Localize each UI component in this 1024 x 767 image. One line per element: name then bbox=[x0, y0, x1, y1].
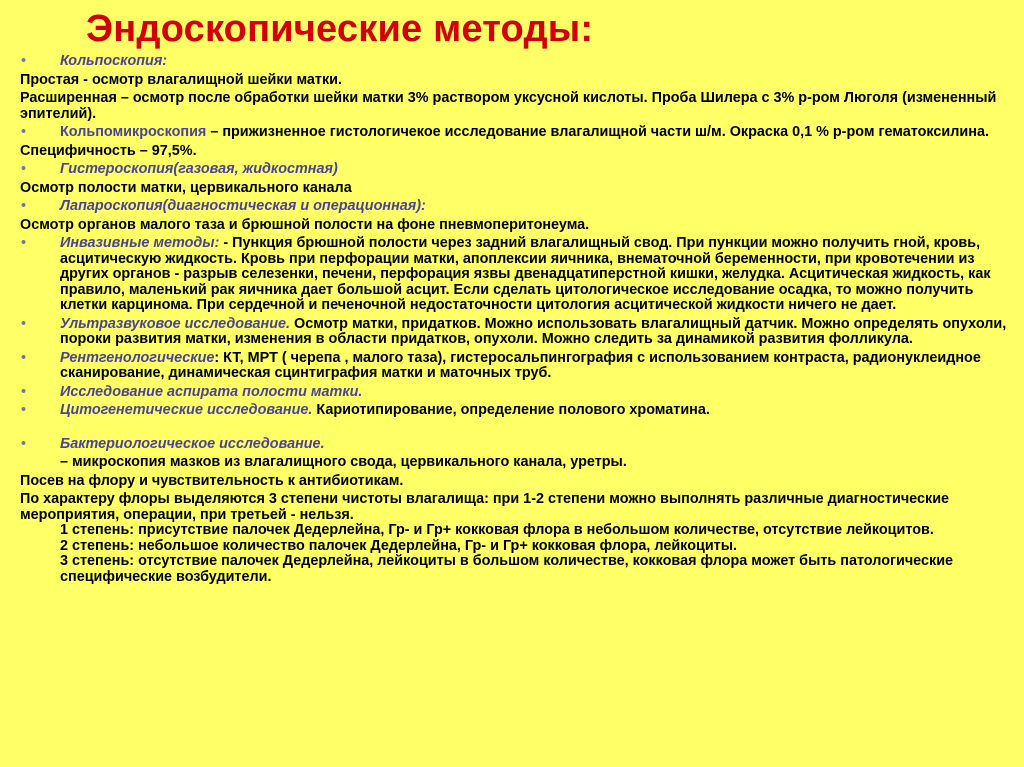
heading-cytogenetic: Цитогенетические исследование. bbox=[60, 402, 313, 418]
list-item-cytogenetic: • Цитогенетические исследование. Кариотипирование, определение полового хроматина. bbox=[20, 403, 1010, 419]
degree-2: 2 степень: небольшое количество палочек Дедерлейна, Гр- и Гр+ кокковая флора, лейкоциты. bbox=[60, 537, 738, 554]
degree-1: 1 степень: присутствие палочек Дедерлейна, Гр- и Гр+ кокковая флора в небольшом количестве, отсутствие лейкоцитов. bbox=[60, 522, 934, 538]
list-item-bacteriology bbox=[20, 437, 1010, 453]
text-line: Посев на флору и чувствительность к антибиотикам. bbox=[20, 472, 404, 489]
list-item-ultrasound: • Ультразвуковое исследование. Осмотр матки, придатков. Можно использовать влагалищный датчик. Можно определять опухоли, пороки развития матки, изменения в области придатков, опухоли. Можно следить за динамикой развития фолликула. bbox=[20, 317, 1010, 348]
list-item-colposcopy bbox=[20, 54, 1010, 70]
list-item-invasive: • Инвазивные методы: - Пункция брюшной полости через задний влагалищный свод. При пункции можно получить гной, кровь, асцитическую жидкость. Кровь при перфорации матки, апоплексии яичника, внематочной беременности, при кровотечении из других органов - разрыв селезенки, печени, перфорация язвы двенадцатиперстной кишки, желудка. Асцитическая жидкость, как правило, маленький рак яичника дает большой асцит. Если сделать цитологическое исследование осадка, то можно получить клетки карцинома. При сердечной и печеночной недостаточности цитология асцитической жидкости ничего не дает. bbox=[20, 236, 1010, 314]
heading-colposcopy: Кольпоскопия: bbox=[60, 53, 168, 69]
heading-hysteroscopy: Гистероскопия(газовая, жидкостная) bbox=[60, 161, 338, 177]
list-item-colpomicroscopy: • Кольпомикроскопия – прижизненное гистологичекое исследование влагалищной части ш/м. Окраска 0,1 % р-ром гематоксилина. bbox=[20, 125, 1010, 141]
heading-invasive: Инвазивные методы: bbox=[60, 235, 220, 251]
list-item-aspirate bbox=[20, 385, 1010, 401]
heading-colpomicroscopy: Кольпомикроскопия bbox=[60, 124, 207, 140]
text-line: Простая - осмотр влагалищной шейки матки. bbox=[20, 71, 343, 88]
degree-3: 3 степень: отсутствие палочек Дедерлейна, лейкоциты в большом количестве, кокковая флора может быть патологические специфические возбудители. bbox=[60, 553, 954, 585]
text-line: – микроскопия мазков из влагалищного свода, цервикального канала, уретры. bbox=[60, 454, 627, 470]
page-title: Эндоскопические методы: bbox=[86, 8, 594, 50]
text-line: Расширенная – осмотр после обработки шейки матки 3% раствором уксусной кислоты. Проба Шилера с 3% р-ром Люголя (измененный эпителий). bbox=[20, 90, 997, 122]
list-item-laparoscopy bbox=[20, 199, 1010, 215]
heading-bacteriology: Бактериологическое исследование. bbox=[60, 435, 325, 452]
heading-laparoscopy: Лапароскопия(диагностическая и операционная): bbox=[60, 198, 426, 214]
heading-xray: Рентгенологические bbox=[60, 349, 215, 366]
heading-ultrasound: Ультразвуковое исследование. bbox=[60, 315, 291, 332]
list-item-xray: • Рентгенологические: КТ, МРТ ( черепа , малого таза), гистеросальпингография с использованием контраста, радионуклеидное сканирование, динамическая сцинтиграфия матки и маточных труб. bbox=[20, 351, 1010, 382]
text-line: Осмотр органов малого таза и брюшной полости на фоне пневмоперитонеума. bbox=[20, 216, 590, 233]
text-line: Осмотр полости матки, цервикального канала bbox=[20, 179, 352, 196]
list-item-hysteroscopy bbox=[20, 162, 1010, 178]
content-body bbox=[20, 54, 1010, 588]
heading-aspirate: Исследование аспирата полости матки. bbox=[60, 383, 363, 400]
text-line: Специфичность – 97,5%. bbox=[20, 142, 197, 159]
text-line: По характеру флоры выделяются 3 степени чистоты влагалища: при 1-2 степени можно выполнять различные диагностические мероприятия, операции, при третьей - нельзя. bbox=[20, 491, 950, 523]
